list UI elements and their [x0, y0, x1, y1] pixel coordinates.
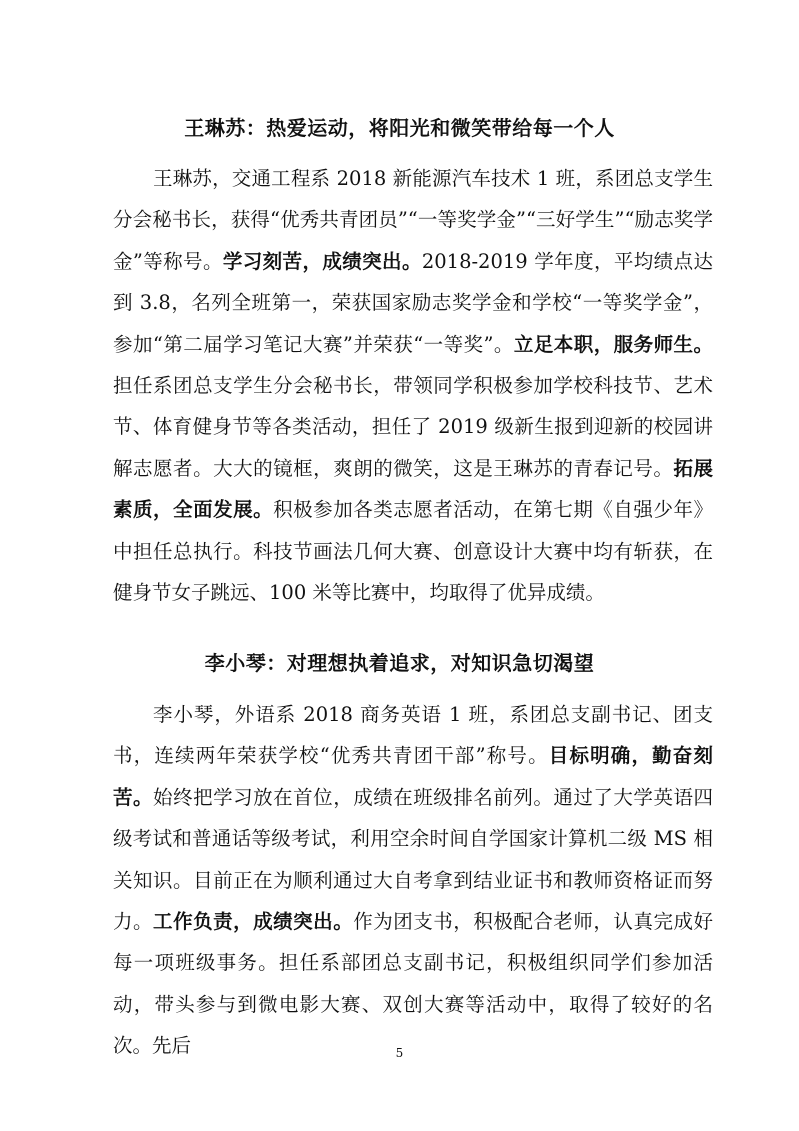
page-number: 5 — [395, 1046, 404, 1060]
section-title-li-xiaoqin: 李小琴：对理想执着追求，对知识急切渴望 — [204, 651, 595, 675]
text-segment: 作为团支书，积极配合老师，认真完成好每一项班级事务。担任系部团总支副书记，积极组织同学们参加活动，带头参与到微电影大赛、双创大赛等活动中，取得了较好的名次。先后 — [113, 910, 713, 1058]
text-segment: 积极参加各类志愿者活动，在第七期《自强少年》中担任总执行。科技节画法几何大赛、创意设计大赛中均有斩获，在健身节女子跳远、100 米等比赛中，均取得了优异成绩。 — [113, 498, 713, 605]
text-segment: 王琳苏，交通工程系 2018 新能源汽车技术 1 班，系团总支学生分会秘书长，获得“优秀共青团员”“一等奖学金”“三好学生”“励志奖学金”等称号。 — [113, 167, 713, 273]
bold-heading-study: 学习刻苦，成绩突出。 — [222, 249, 422, 273]
text-segment: 李小琴，外语系 2018 商务英语 1 班，系团总支副书记、团支书，连续两年荣获学校“优秀共青团干部”称号。 — [113, 703, 713, 768]
text-segment: 担任系团总支学生分会秘书长，带领同学积极参加学校科技节、艺术节、体育健身节等各类活动，担任了 2019 级新生报到迎新的校园讲解志愿者。大大的镜框，爽朗的微笑，这是王琳苏的青春记号。 — [113, 374, 713, 480]
bold-heading-development: 拓展素质，全面发展。 — [113, 456, 713, 522]
bold-heading-goals: 目标明确，勤奋刻苦。 — [113, 744, 713, 809]
text-segment: 始终把学习放在首位，成绩在班级排名前列。通过了大学英语四级考试和普通话等级考试，利用空余时间自学国家计算机二级 MS 相关知识。目前正在为顺利通过大自考拿到结业证书和教师资格证而努力。 — [113, 785, 713, 934]
bold-heading-service: 立足本职，服务师生。 — [513, 332, 713, 356]
paragraph-wang-linsu — [113, 158, 713, 613]
text-segment: 2018-2019 学年度，平均绩点达到 3.8，名列全班第一，荣获国家励志奖学金和学校“一等奖学金”，参加“第二届学习笔记大赛”并荣获“一等奖”。 — [113, 249, 713, 356]
section-title-wang-linsu: 王琳苏：热爱运动，将阳光和微笑带给每一个人 — [184, 116, 615, 140]
paragraph-li-xiaoqin — [113, 694, 713, 1067]
bold-heading-work: 工作负责，成绩突出。 — [153, 910, 354, 934]
